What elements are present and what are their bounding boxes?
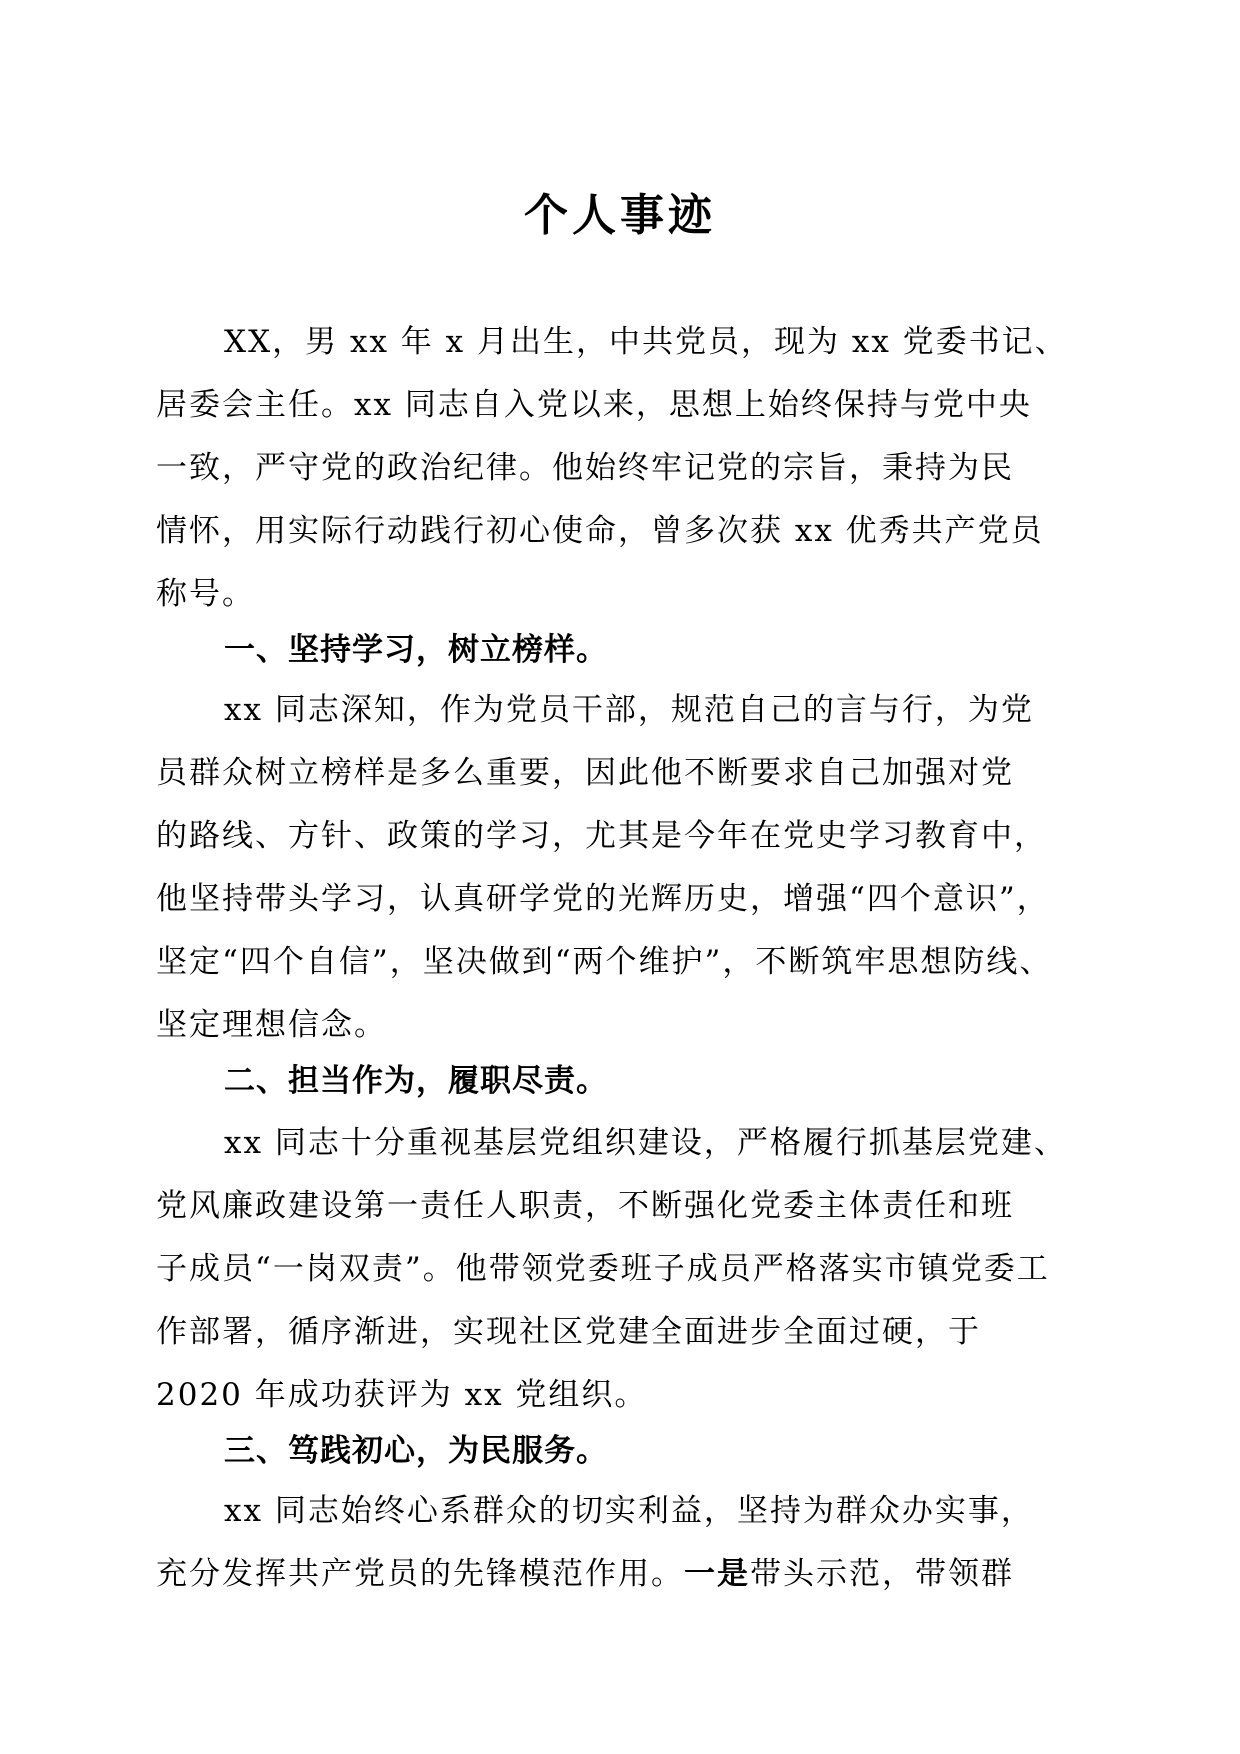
section-1-line-6: 坚定理想信念。 xyxy=(156,1007,387,1043)
section-3-emphasis: 一是 xyxy=(684,1556,750,1592)
section-1-line-1: xx 同志深知，作为党员干部，规范自己的言与行，为党 xyxy=(224,692,1034,728)
section-2-heading: 二、担当作为，履职尽责。 xyxy=(224,1063,608,1099)
section-3-line-2-prefix: 充分发挥共产党员的先锋模范作用。 xyxy=(156,1556,684,1592)
section-3-line-1: xx 同志始终心系群众的切实利益，坚持为群众办实事， xyxy=(224,1493,1034,1529)
section-2-line-1: xx 同志十分重视基层党组织建设，严格履行抓基层党建、 xyxy=(224,1125,1067,1161)
intro-line-3: 一致，严守党的政治纪律。他始终牢记党的宗旨，秉持为民 xyxy=(156,450,1014,486)
intro-line-2: 居委会主任。xx 同志自入党以来，思想上始终保持与党中央 xyxy=(156,387,1032,423)
section-2-line-5: 2020 年成功获评为 xx 党组织。 xyxy=(156,1377,648,1413)
section-2-line-4: 作部署，循序渐进，实现社区党建全面进步全面过硬，于 xyxy=(156,1314,981,1350)
section-2-line-2: 党风廉政建设第一责任人职责，不断强化党委主体责任和班 xyxy=(156,1188,1014,1224)
section-2-line-3: 子成员“一岗双责”。他带领党委班子成员严格落实市镇党委工 xyxy=(156,1251,1050,1287)
document-title: 个人事迹 xyxy=(524,190,716,241)
section-3-heading: 三、笃践初心，为民服务。 xyxy=(224,1433,608,1469)
section-3-line-2-suffix: 带头示范，带领群 xyxy=(750,1556,1014,1592)
section-3-line-2 xyxy=(156,1554,1014,1594)
section-1-heading: 一、坚持学习，树立榜样。 xyxy=(224,632,608,668)
section-1-line-4: 他坚持带头学习，认真研学党的光辉历史，增强“四个意识”， xyxy=(156,881,1050,917)
intro-line-5: 称号。 xyxy=(156,576,255,612)
section-1-line-5: 坚定“四个自信”，坚决做到“两个维护”，不断筑牢思想防线、 xyxy=(156,944,1053,980)
intro-line-1: XX，男 xx 年 x 月出生，中共党员，现为 xx 党委书记、 xyxy=(224,324,1068,360)
section-1-line-3: 的路线、方针、政策的学习，尤其是今年在党史学习教育中， xyxy=(156,818,1047,854)
section-1-line-2: 员群众树立榜样是多么重要，因此他不断要求自己加强对党 xyxy=(156,755,1014,791)
intro-line-4: 情怀，用实际行动践行初心使命，曾多次获 xx 优秀共产党员 xyxy=(156,513,1044,549)
